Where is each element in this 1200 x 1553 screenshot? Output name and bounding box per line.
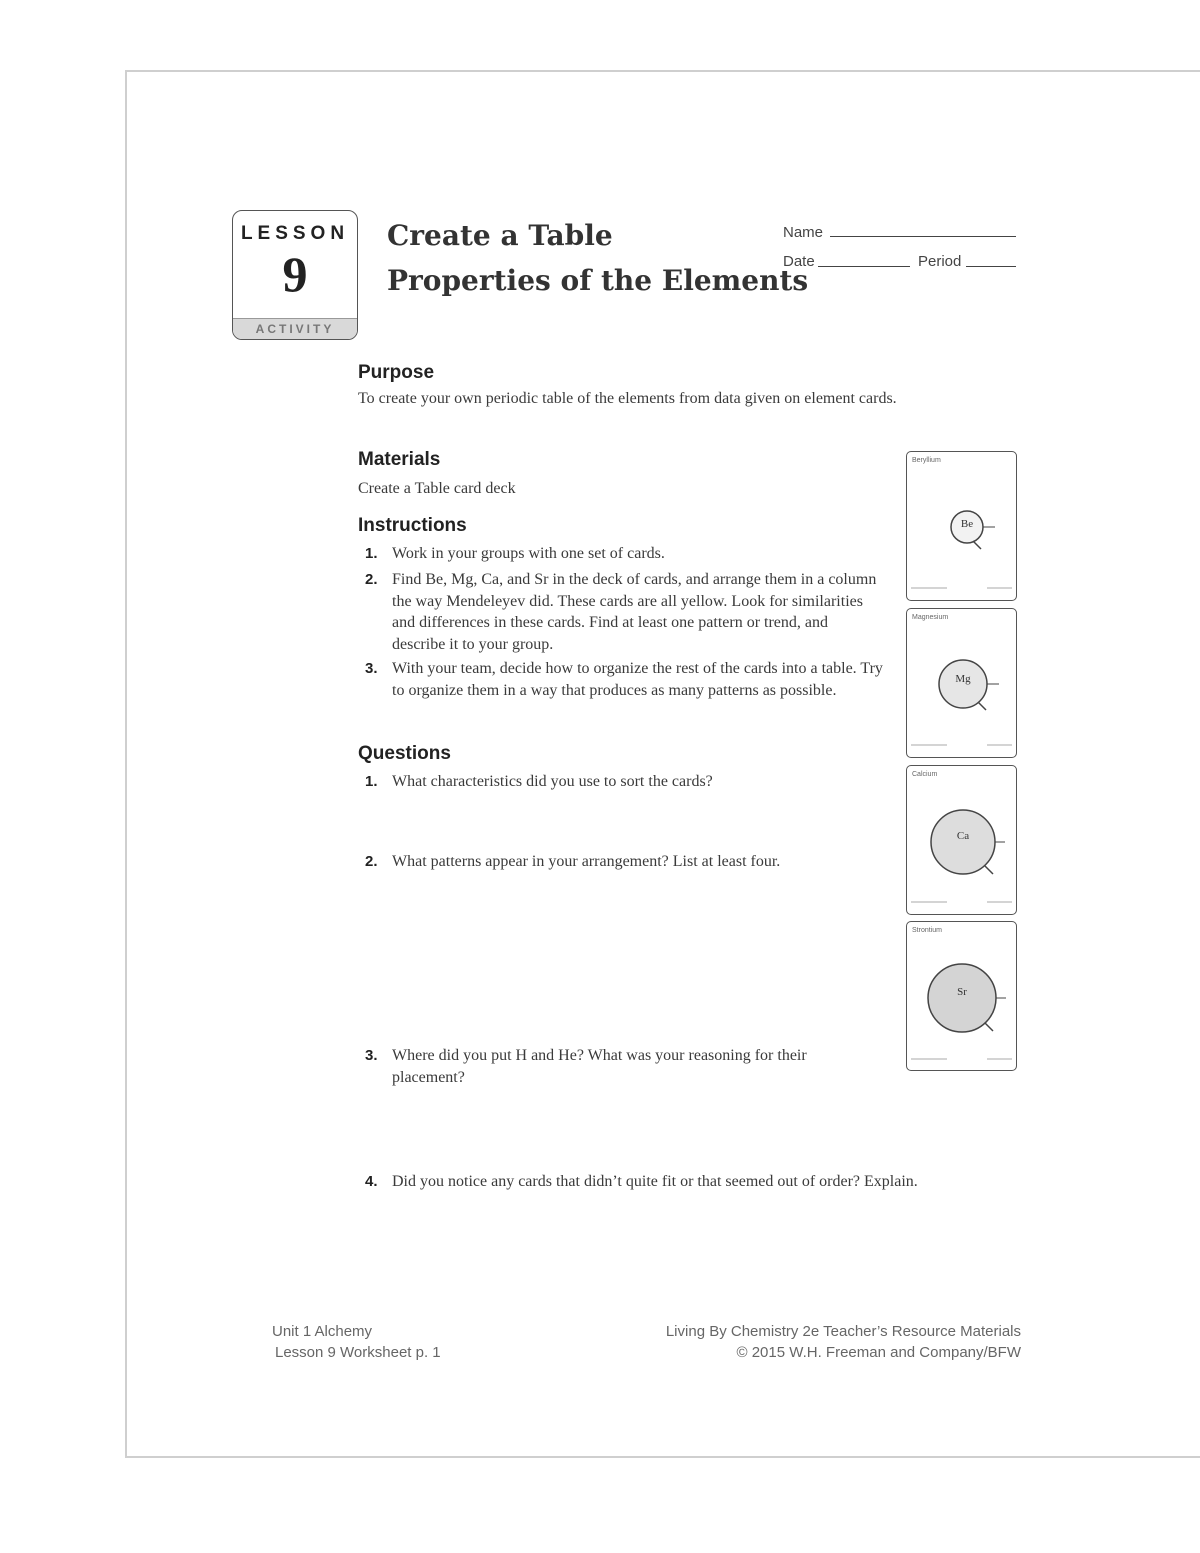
element-card-sr (906, 921, 1017, 1071)
atom-illustration (907, 922, 1018, 1074)
element-card-be (906, 451, 1017, 601)
footer-publication: Living By Chemistry 2e Teacher’s Resource Materials (665, 1323, 1021, 1340)
footer-right (666, 1321, 1021, 1363)
instruction-item (365, 543, 885, 565)
question-item (365, 851, 885, 873)
question-item (365, 1171, 1015, 1193)
instructions-heading: Instructions (358, 515, 467, 536)
instruction-item (365, 658, 885, 701)
element-card-ca (906, 765, 1017, 915)
item-text: What patterns appear in your arrangement? List at least four. (392, 853, 781, 870)
card-symbol: Mg (955, 673, 971, 685)
item-number: 3. (365, 1047, 378, 1064)
card-name: Strontium (912, 927, 942, 934)
item-number: 1. (365, 773, 378, 790)
period-field[interactable] (966, 266, 1016, 267)
element-card-mg (906, 608, 1017, 758)
footer-lesson: Lesson 9 Worksheet p. 1 (275, 1344, 441, 1361)
item-number: 2. (365, 853, 378, 870)
title-line-2: Properties of the Elements (387, 264, 809, 297)
item-number: 1. (365, 545, 378, 562)
item-number: 2. (365, 571, 378, 588)
instruction-item (365, 569, 885, 655)
period-label: Period (918, 253, 962, 270)
name-label: Name (783, 224, 824, 241)
lesson-number: 9 (282, 246, 308, 302)
item-text: What characteristics did you use to sort the cards? (392, 773, 713, 790)
card-symbol: Ca (956, 830, 970, 842)
materials-text: Create a Table card deck (358, 480, 516, 497)
item-text: Where did you put H and He? What was your reasoning for their placement? (392, 1047, 807, 1086)
item-text: Did you notice any cards that didn’t quite fit or that seemed out of order? Explain. (392, 1173, 918, 1190)
lesson-badge (232, 210, 358, 340)
question-item (365, 771, 885, 793)
card-name: Beryllium (912, 457, 941, 464)
purpose-heading: Purpose (358, 362, 435, 383)
card-name: Magnesium (912, 614, 949, 621)
title-line-1: Create a Table (387, 219, 613, 252)
card-symbol: Be (960, 518, 974, 530)
materials-heading: Materials (358, 449, 441, 470)
card-name: Calcium (912, 771, 938, 778)
lesson-label: LESSON (240, 223, 350, 244)
card-symbol: Sr (957, 986, 967, 998)
item-number: 3. (365, 660, 378, 677)
item-text: Work in your groups with one set of cards. (392, 545, 665, 562)
activity-label: ACTIVITY (233, 318, 357, 339)
date-field[interactable] (818, 266, 910, 267)
date-label: Date (783, 253, 815, 270)
question-item (365, 1045, 845, 1088)
item-number: 4. (365, 1173, 378, 1190)
footer-left (272, 1321, 441, 1363)
purpose-text: To create your own periodic table of the elements from data given on element cards. (358, 390, 897, 407)
questions-heading: Questions (358, 743, 451, 764)
footer-unit: Unit 1 Alchemy (272, 1323, 373, 1340)
footer-copyright: © 2015 W.H. Freeman and Company/BFW (736, 1344, 1021, 1361)
name-field[interactable] (830, 236, 1016, 237)
item-text: With your team, decide how to organize the rest of the cards into a table. Try to organize them in a way that produces as many patterns as possible. (392, 660, 883, 699)
item-text: Find Be, Mg, Ca, and Sr in the deck of cards, and arrange them in a column the way Mendeleyev did. These cards are all yellow. Look for similarities and differences in these cards. Find at least one pattern or trend, and describe it to your group. (392, 571, 877, 653)
